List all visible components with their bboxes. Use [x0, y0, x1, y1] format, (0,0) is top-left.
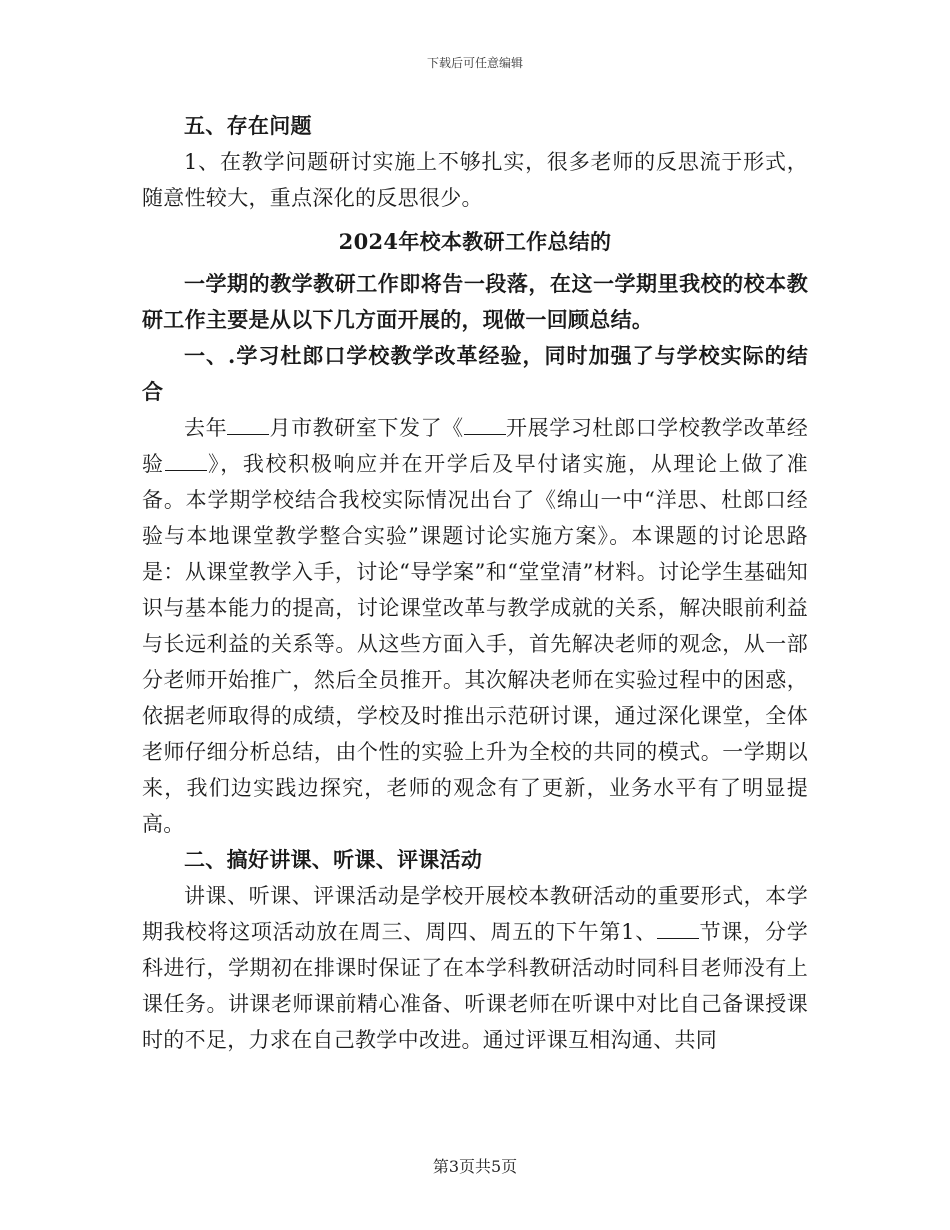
- paragraph-part2: [142, 878, 808, 1058]
- blank-line: [657, 920, 699, 939]
- page-footer: 第3页共5页: [432, 1157, 518, 1176]
- text-segment: 去年: [184, 416, 228, 440]
- blank-line: [227, 416, 269, 435]
- text-segment: 开展学习杜郎口学校教学改革经验: [142, 416, 808, 476]
- section-heading-part2: 二、搞好讲课、听课、评课活动: [184, 847, 483, 872]
- paragraph-part1: [142, 410, 808, 842]
- blank-line: [464, 416, 506, 435]
- document-title: 2024年校本教研工作总结的: [338, 229, 612, 254]
- text-segment: 》，我校积极响应并在开学后及早付诸实施，从理论上做了准备。本学期学校结合我校实际情况出台了《绵山一中“洋思、杜郎口经验与本地课堂教学整合实验”课题讨论实施方案》。本课题的讨论思路是：从课堂教学入手，讨论“导学案”和“堂堂清”材料。讨论学生基础知识与基本能力的提高，讨论课堂改革与教学成就的关系，解决眼前利益与长远利益的关系等。从这些方面入手，首先解决老师的观念，从一部分老师开始推广，然后全员推开。其次解决老师在实验过程中的困惑，依据老师取得的成绩，学校及时推出示范研讨课，通过深化课堂，全体老师仔细分析总结，由个性的实验上升为全校的共同的模式。一学期以来，我们边实践边探究，老师的观念有了更新，业务水平有了明显提高。: [142, 452, 808, 836]
- text-segment: 月市教研室下发了《: [269, 416, 464, 440]
- paragraph-problem-1: 1、在教学问题研讨实施上不够扎实，很多老师的反思流于形式，随意性较大，重点深化的反思很少。: [142, 150, 808, 210]
- text-segment: 讲课、听课、评课活动是学校开展校本教研活动的重要形式，本学期我校将这项活动放在周三、周四、周五的下午第1、: [142, 884, 808, 944]
- text-segment: 节课，分学科进行，学期初在排课时保证了在本学科教研活动时同科目老师没有上课任务。讲课老师课前精心准备、听课老师在听课中对比自己备课授课时的不足，力求在自己教学中改进。通过评课互相沟通、共同: [142, 920, 808, 1052]
- section-heading-problems: 五、存在问题: [184, 113, 312, 138]
- section-heading-part1: 一、.学习杜郎口学校教学改革经验，同时加强了与学校实际的结合: [142, 343, 808, 404]
- document-body: [142, 108, 808, 1058]
- intro-paragraph: 一学期的教学教研工作即将告一段落，在这一学期里我校的校本教研工作主要是从以下几方面开展的，现做一回顾总结。: [142, 271, 808, 332]
- header-note: 下载后可任意编辑: [426, 56, 523, 70]
- blank-line: [165, 452, 207, 471]
